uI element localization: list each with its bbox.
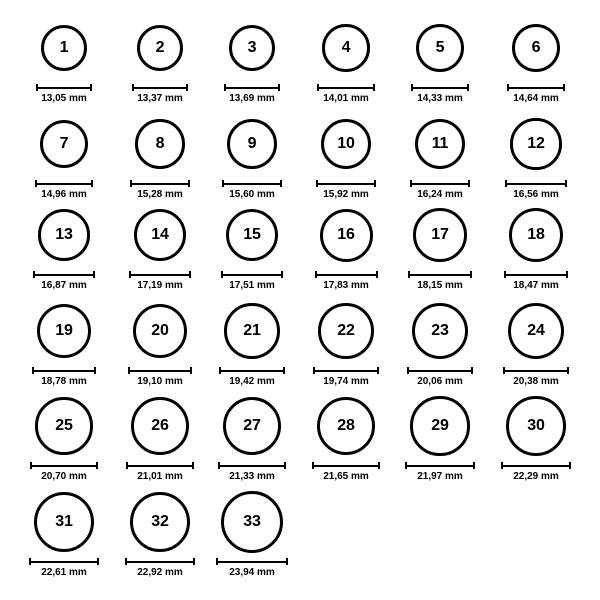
ring-circle [415,119,466,170]
ring-circle [413,208,467,262]
ring-size-number: 2 [155,39,165,56]
diameter-dimension [33,271,95,291]
dimension-bar [216,558,288,565]
diameter-dimension [313,367,379,387]
diameter-label: 14,64 mm [513,93,559,104]
ring-circle-wrap [509,201,563,269]
diameter-dimension [224,84,281,104]
diameter-dimension [29,558,99,578]
diameter-dimension [36,84,92,104]
diameter-dimension [315,271,378,291]
ring-circle [34,492,94,552]
diameter-label: 20,06 mm [417,376,463,387]
ring-circle-wrap [320,201,373,269]
ring-circle-wrap [134,201,186,269]
diameter-dimension [219,367,284,387]
ring-circle [131,397,189,455]
ring-size-number: 29 [431,417,449,434]
ring-circle-wrap [510,110,561,178]
dimension-bar [221,271,284,278]
ring-size-cell [396,297,484,387]
diameter-dimension [407,367,473,387]
ring-size-number: 5 [435,38,445,56]
ring-size-cell [302,297,390,387]
diameter-label: 20,38 mm [513,376,559,387]
ring-circle [135,119,184,168]
ring-size-cell [492,297,580,387]
diameter-dimension [317,84,374,104]
ring-size-number: 12 [527,135,545,152]
ring-size-cell [208,488,296,578]
ring-size-number: 32 [151,513,169,530]
ring-size-cell [396,201,484,291]
ring-circle-wrap [413,201,467,269]
dimension-bar [30,462,97,469]
ring-size-cell [302,201,390,291]
ring-circle-wrap [41,14,87,82]
dimension-bar [32,367,96,374]
ring-size-number: 16 [337,226,355,243]
diameter-label: 19,10 mm [137,376,183,387]
ring-circle [134,209,186,261]
diameter-label: 23,94 mm [229,567,275,578]
dimension-bar [315,271,378,278]
ring-circle-wrap [506,392,566,460]
diameter-label: 14,01 mm [323,93,369,104]
ring-size-cell [20,297,108,387]
ring-circle [229,25,276,72]
diameter-label: 13,37 mm [137,93,183,104]
ring-circle-wrap [34,488,94,556]
ring-size-number: 13 [55,226,73,243]
dimension-bar [312,462,381,469]
ring-size-number: 14 [151,226,169,243]
diameter-label: 15,92 mm [323,189,369,200]
ring-size-number: 7 [59,134,69,152]
ring-size-cell [208,297,296,387]
diameter-label: 21,97 mm [417,471,463,482]
ring-size-number: 28 [337,417,355,434]
dimension-bar [36,84,92,91]
ring-circle [512,24,560,72]
dimension-bar [405,462,474,469]
ring-circle-wrap [133,297,188,365]
ring-circle-wrap [512,14,560,82]
diameter-dimension [501,462,571,482]
dimension-bar [507,84,565,91]
ring-size-number: 4 [341,38,351,56]
dimension-bar [505,180,566,187]
diameter-dimension [507,84,565,104]
diameter-label: 22,61 mm [41,567,87,578]
ring-size-number: 20 [151,321,169,339]
diameter-dimension [503,367,570,387]
ring-circle-wrap [130,488,191,556]
ring-circle-wrap [221,488,283,556]
diameter-label: 15,28 mm [137,189,183,200]
diameter-dimension [125,558,196,578]
diameter-label: 22,92 mm [137,567,183,578]
ring-size-cell [208,392,296,482]
ring-size-number: 17 [431,226,449,243]
diameter-dimension [126,462,194,482]
dimension-bar [129,271,191,278]
ring-circle-wrap [135,110,184,178]
ring-circle [40,120,89,169]
ring-circle [223,397,281,455]
ring-size-cell [20,201,108,291]
ring-circle-wrap [229,14,276,82]
ring-circle [508,303,565,360]
diameter-label: 19,42 mm [229,376,275,387]
dimension-bar [503,367,570,374]
ring-size-number: 15 [243,226,261,243]
ring-size-number: 23 [431,321,449,339]
diameter-dimension [405,462,474,482]
ring-circle [320,209,373,262]
ring-size-cell [20,488,108,578]
ring-circle [322,24,369,71]
dimension-bar [224,84,281,91]
dimension-bar [128,367,193,374]
dimension-bar [410,180,471,187]
ring-size-number: 25 [55,417,73,434]
ring-circle [318,303,374,359]
diameter-dimension [129,271,191,291]
dimension-bar [504,271,568,278]
ring-circle [416,24,464,72]
ring-circle-wrap [410,392,469,460]
ring-size-cell [116,14,204,104]
ring-size-number: 19 [55,321,73,339]
ring-circle [221,491,283,553]
diameter-dimension [128,367,193,387]
dimension-bar [411,84,469,91]
ring-circle [226,209,279,262]
diameter-dimension [221,271,284,291]
diameter-label: 17,51 mm [229,280,275,291]
ring-size-cell [396,392,484,482]
ring-size-cell [208,201,296,291]
ring-circle-wrap [226,201,279,269]
ring-circle [224,303,279,358]
ring-circle-wrap [321,110,371,178]
diameter-dimension [411,84,469,104]
ring-size-cell [302,14,390,104]
dimension-bar [501,462,571,469]
diameter-dimension [132,84,189,104]
diameter-label: 21,65 mm [323,471,369,482]
diameter-dimension [218,462,286,482]
ring-circle-wrap [137,14,184,82]
diameter-label: 20,70 mm [41,471,87,482]
ring-circle [130,492,191,553]
ring-size-cell [492,201,580,291]
ring-circle [412,303,468,359]
ring-size-number: 26 [151,417,169,434]
diameter-label: 18,15 mm [417,280,463,291]
diameter-label: 16,87 mm [41,280,87,291]
diameter-label: 17,19 mm [137,280,183,291]
dimension-bar [219,367,284,374]
diameter-label: 21,33 mm [229,471,275,482]
ring-size-cell [396,14,484,104]
ring-size-number: 8 [155,134,165,152]
diameter-label: 14,33 mm [417,93,463,104]
ring-circle-wrap [38,201,90,269]
ring-size-number: 11 [431,135,449,152]
ring-size-number: 22 [337,321,355,339]
ring-circle-wrap [415,110,466,178]
ring-size-cell [492,392,580,482]
dimension-bar [316,180,376,187]
ring-circle [37,304,91,358]
ring-size-cell [396,110,484,200]
diameter-label: 18,47 mm [513,280,559,291]
ring-circle [321,119,371,169]
diameter-dimension [410,180,471,200]
ring-size-cell [20,392,108,482]
ring-size-cell [116,110,204,200]
ring-size-cell [492,14,580,104]
ring-size-cell [20,110,108,200]
diameter-label: 13,69 mm [229,93,275,104]
dimension-bar [317,84,374,91]
ring-size-number: 21 [243,321,261,339]
ring-size-number: 31 [55,513,73,530]
diameter-dimension [222,180,282,200]
diameter-label: 22,29 mm [513,471,559,482]
ring-circle [35,397,92,454]
dimension-bar [222,180,282,187]
diameter-dimension [30,462,97,482]
dimension-bar [313,367,379,374]
ring-circle-wrap [317,392,376,460]
dimension-bar [218,462,286,469]
ring-size-number: 3 [247,38,257,56]
ring-size-number: 27 [243,417,261,434]
ring-circle [317,397,376,456]
ring-size-number: 10 [337,135,355,152]
dimension-bar [132,84,189,91]
ring-circle [41,25,87,71]
dimension-bar [125,558,196,565]
ring-circle [137,25,184,72]
diameter-dimension [408,271,472,291]
dimension-bar [407,367,473,374]
ring-circle [133,304,188,359]
ring-circle [510,118,561,169]
diameter-label: 14,96 mm [41,189,87,200]
ring-circle-wrap [35,392,92,460]
diameter-label: 15,60 mm [229,189,275,200]
ring-size-number: 18 [527,226,545,243]
ring-size-cell [116,392,204,482]
dimension-bar [130,180,189,187]
ring-size-number: 30 [527,417,545,434]
diameter-label: 16,56 mm [513,189,559,200]
ring-circle-wrap [508,297,565,365]
ring-circle-wrap [131,392,189,460]
ring-circle-wrap [322,14,369,82]
ring-size-cell [116,201,204,291]
ring-size-cell [492,110,580,200]
diameter-label: 16,24 mm [417,189,463,200]
diameter-dimension [216,558,288,578]
dimension-bar [29,558,99,565]
ring-circle [227,119,277,169]
ring-size-cell [208,14,296,104]
diameter-dimension [32,367,96,387]
ring-circle-wrap [412,297,468,365]
diameter-label: 17,83 mm [323,280,369,291]
ring-size-cell [116,488,204,578]
ring-size-cell [20,14,108,104]
ring-size-cell [208,110,296,200]
diameter-dimension [312,462,381,482]
ring-circle-wrap [40,110,89,178]
diameter-dimension [35,180,94,200]
ring-circle-wrap [223,392,281,460]
ring-circle [506,396,566,456]
ring-circle-wrap [224,297,279,365]
dimension-bar [408,271,472,278]
ring-size-cell [302,392,390,482]
ring-size-number: 9 [247,135,257,152]
diameter-label: 19,74 mm [323,376,369,387]
ring-size-number: 24 [527,321,545,339]
diameter-dimension [130,180,189,200]
ring-circle-wrap [227,110,277,178]
ring-size-number: 1 [59,39,69,56]
diameter-label: 18,78 mm [41,376,87,387]
diameter-dimension [505,180,566,200]
ring-size-number: 33 [243,513,261,530]
ring-circle [509,208,563,262]
ring-circle-wrap [318,297,374,365]
ring-circle [410,396,469,455]
ring-size-cell [302,110,390,200]
ring-circle-wrap [37,297,91,365]
dimension-bar [35,180,94,187]
ring-circle-wrap [416,14,464,82]
ring-size-cell [116,297,204,387]
ring-size-number: 6 [531,38,541,56]
diameter-label: 21,01 mm [137,471,183,482]
diameter-dimension [504,271,568,291]
ring-circle [38,209,90,261]
dimension-bar [33,271,95,278]
diameter-dimension [316,180,376,200]
diameter-label: 13,05 mm [41,93,87,104]
dimension-bar [126,462,194,469]
